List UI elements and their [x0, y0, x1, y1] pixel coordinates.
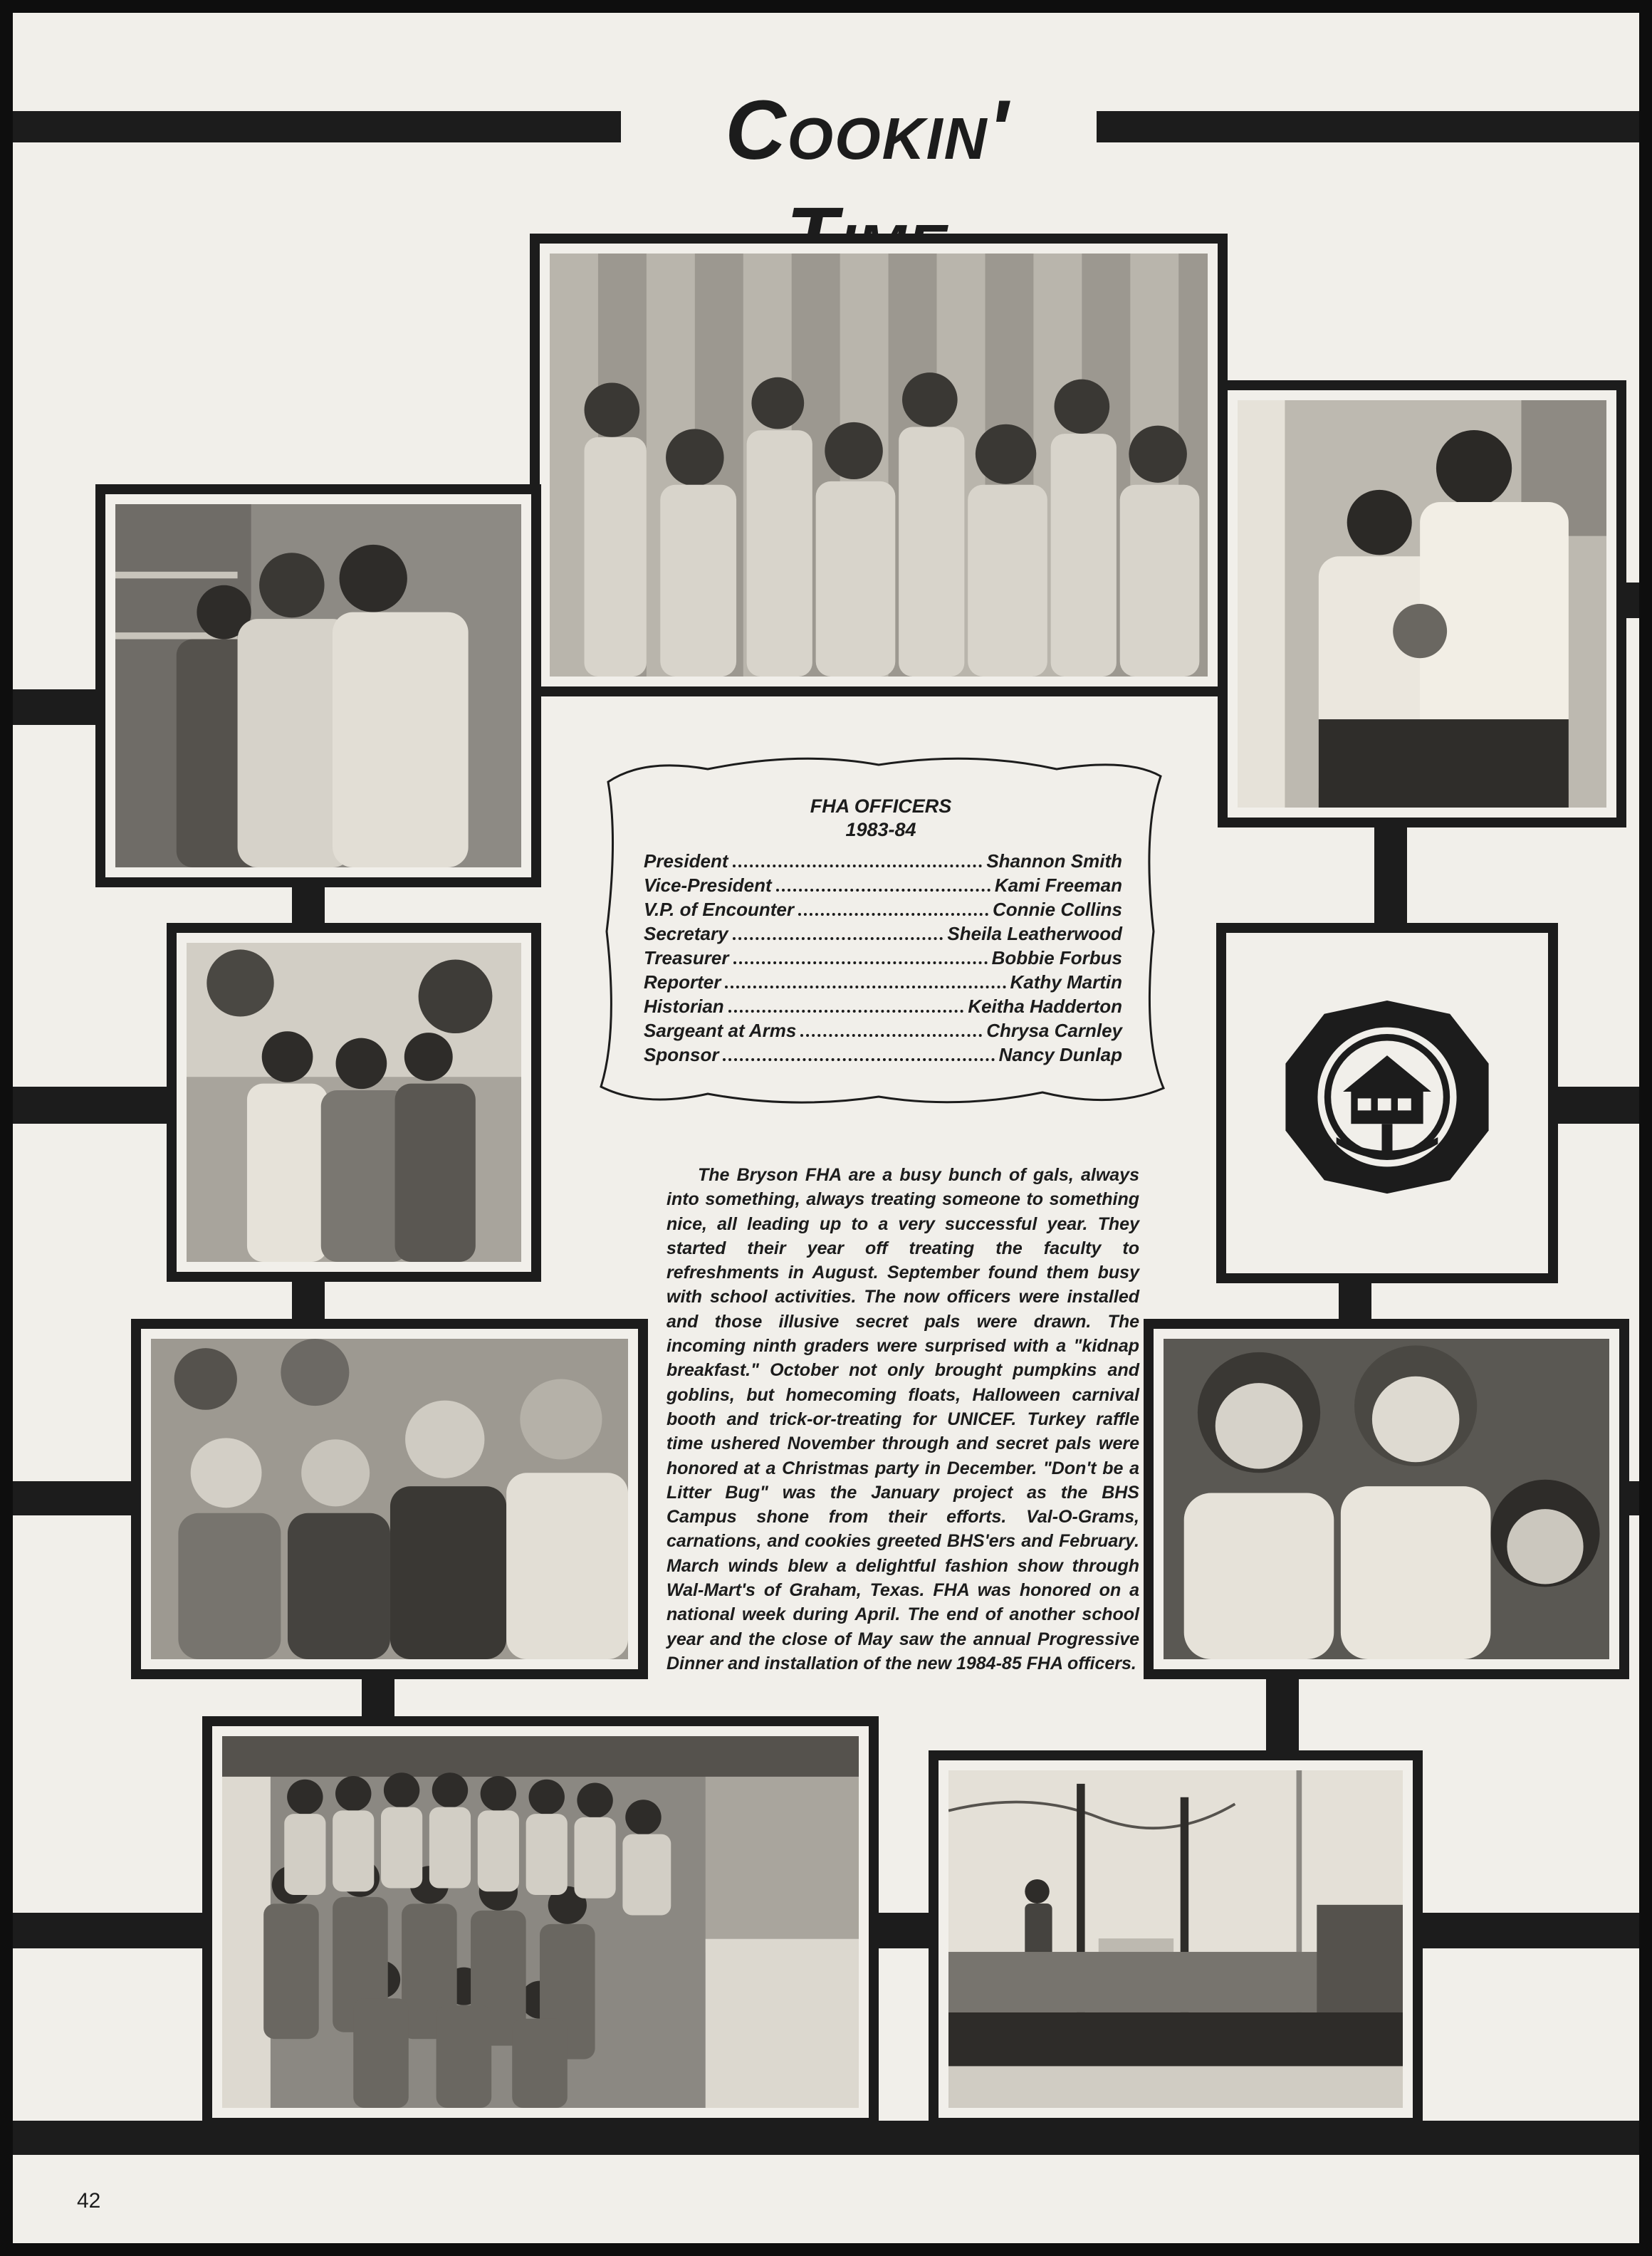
photo-duo-right	[1218, 380, 1626, 827]
officer-name: Sheila Leatherwood	[947, 923, 1122, 944]
officer-row	[644, 946, 1122, 970]
officer-row	[644, 873, 1122, 897]
header-bar-right	[1097, 111, 1639, 142]
photo-balloons-image	[187, 943, 521, 1262]
page-title: Cookin'	[725, 83, 1010, 177]
officers-panel	[587, 753, 1175, 1109]
divider-bar	[13, 1481, 141, 1515]
officers-heading: FHA OFFICERS	[810, 795, 952, 817]
officer-role: President	[644, 850, 728, 872]
connector-bar	[1374, 810, 1407, 931]
photo-duo-right-image	[1238, 400, 1606, 808]
officer-name: Bobbie Forbus	[991, 947, 1122, 968]
officer-list	[644, 849, 1122, 1067]
officer-role: Treasurer	[644, 947, 729, 968]
officer-name: Shannon Smith	[986, 850, 1122, 872]
photo-three-girls-closeup-image	[1164, 1339, 1609, 1659]
yearbook-page	[13, 13, 1639, 2243]
photo-officers-group	[530, 234, 1228, 696]
photo-kitchen-group	[202, 1716, 879, 2128]
page-number: 42	[77, 2189, 101, 2213]
officer-role: Vice-President	[644, 874, 772, 896]
officer-row	[644, 994, 1122, 1018]
officer-row	[644, 1018, 1122, 1043]
officer-row	[644, 897, 1122, 921]
emblem-frame	[1216, 923, 1558, 1283]
photo-trio-left	[95, 484, 541, 887]
officer-name: Kathy Martin	[1010, 971, 1122, 993]
photo-officers-group-image	[550, 254, 1208, 677]
photo-homecoming-float-image	[948, 1770, 1403, 2108]
fha-story-paragraph: The Bryson FHA are a busy bunch of gals, always into something, always treating someone to something nice, all leading up to a very successful year. They started their year off treating the faculty to refreshments in August. September found them busy with school activities. The now officers were installed and those illusive secret pals were drawn. The incoming ninth graders were surprised with a "kidnap breakfast." October not only brought pumpkins and goblins, but homecoming floats, Halloween carnival booth and trick-or-treating for UNICEF. Turkey raffle time ushered November through and secret pals were honored at a Christmas party in December. "Don't be a Litter Bug" was the January project as the BHS Campus shone from their efforts. Val-O-Grams, carnations, and cookies greeted BHS'ers and February. March winds blew a delightful fashion show through Wal-Mart's of Graham, Texas. FHA was honored on a national week during April. The end of another school year and the close of May saw the annual Progressive Dinner and installation of the new 1984-85 FHA officers.	[666, 1165, 1139, 1673]
header-bar-left	[13, 111, 621, 142]
photo-four-girls	[131, 1319, 648, 1679]
divider-bar	[13, 1087, 169, 1124]
officer-row	[644, 1043, 1122, 1067]
photo-homecoming-float	[929, 1750, 1423, 2128]
officer-role: Historian	[644, 996, 724, 1017]
officer-role: V.P. of Encounter	[644, 899, 794, 920]
officer-name: Connie Collins	[993, 899, 1122, 920]
officer-row	[644, 849, 1122, 873]
divider-bar	[1418, 1913, 1639, 1948]
officer-row	[644, 921, 1122, 946]
officer-name: Nancy Dunlap	[998, 1044, 1122, 1065]
officer-name: Keitha Hadderton	[968, 996, 1122, 1017]
divider-bar	[13, 1913, 205, 1948]
photo-three-girls-closeup	[1144, 1319, 1629, 1679]
divider-bar	[1544, 1087, 1639, 1124]
officer-row	[644, 970, 1122, 994]
officer-name: Kami Freeman	[994, 874, 1122, 896]
photo-balloons	[167, 923, 541, 1282]
photo-kitchen-group-image	[222, 1736, 859, 2108]
officer-name: Chrysa Carnley	[986, 1020, 1122, 1041]
officer-role: Sargeant at Arms	[644, 1020, 797, 1041]
officer-role: Sponsor	[644, 1044, 719, 1065]
officer-role: Reporter	[644, 971, 721, 993]
officers-year: 1983-84	[845, 819, 916, 840]
officer-role: Secretary	[644, 923, 728, 944]
photo-four-girls-image	[151, 1339, 628, 1659]
divider-bar	[13, 689, 105, 725]
fha-emblem-icon	[1236, 943, 1538, 1263]
photo-trio-left-image	[115, 504, 521, 867]
